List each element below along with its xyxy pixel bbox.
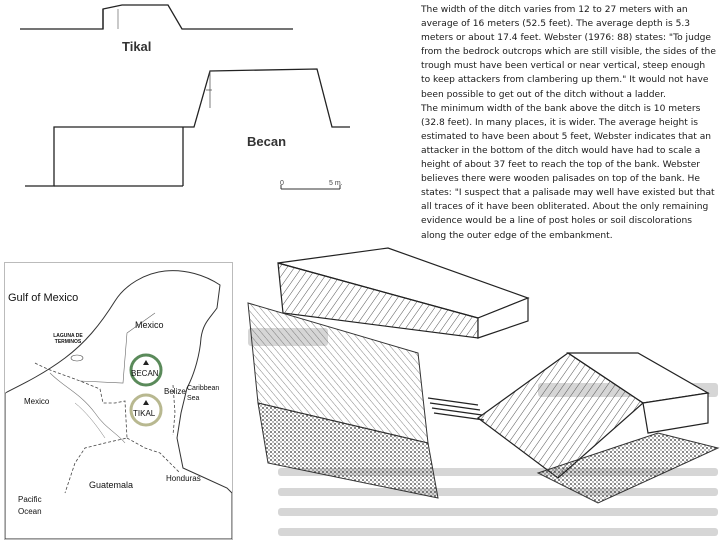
gulf-of-mexico-label: Gulf of Mexico <box>8 292 79 304</box>
ditch-width-paragraph: The width of the ditch varies from 12 to 27 meters with an average of 16 meters (52.5 feet). The average depth is 5.3 meters or about 17.4 feet. Webster (1976: 88) states: "To judge from the bedrock outcrops which are still visible, the sides of the trough must have been vertical or near vertical, steep enough to keep attackers from clambering up them." It would not have been possible to get out of the ditch without a ladder. <box>421 5 716 100</box>
becan-profile-line <box>25 69 350 186</box>
tikal-label: TIKAL <box>133 409 156 418</box>
scale-end-label: 5 m. <box>329 180 343 187</box>
laguna-label: LAGUNA DE TERMINOS <box>53 333 83 345</box>
belize-label: Belize <box>164 387 186 396</box>
laguna-terminos-shape <box>71 355 83 361</box>
mexico-north-label: Mexico <box>135 320 164 330</box>
guatemala-label: Guatemala <box>89 480 134 490</box>
steps <box>428 398 484 420</box>
description-text <box>421 3 717 243</box>
pacific-ocean-label: Pacific Ocean <box>18 495 42 516</box>
tikal-profile-line <box>20 5 293 29</box>
embankment-illustration <box>238 243 720 540</box>
honduras-label: Honduras <box>166 474 201 483</box>
mexico-west-label: Mexico <box>24 397 50 406</box>
becan-label: Becan <box>247 134 287 149</box>
becan-label: BECAN <box>131 369 159 378</box>
bank-width-paragraph: The minimum width of the bank above the ditch is 10 meters (32.8 feet). In many places, it is wider. The average height is estimated to have been about 5 feet, Webster indicates that an attacker in the bottom of the ditch would have had to scale a height of about 37 feet to reach the top of the bank. Webster believes there were wooden palisades on top of the bank. He states: "I suspect that a palisade may well have existed but that all traces of it have been obliterated. About the only remaining evidence would be a line of post holes or soil discolorations along the outer edge of the embankment. <box>421 103 715 241</box>
tikal-label: Tikal <box>122 39 152 54</box>
caribbean-sea-label: Caribbean Sea <box>187 385 220 402</box>
region-map <box>4 262 233 540</box>
scale-start-label: 0 <box>280 180 284 187</box>
ditch-profile-diagram <box>0 0 400 200</box>
